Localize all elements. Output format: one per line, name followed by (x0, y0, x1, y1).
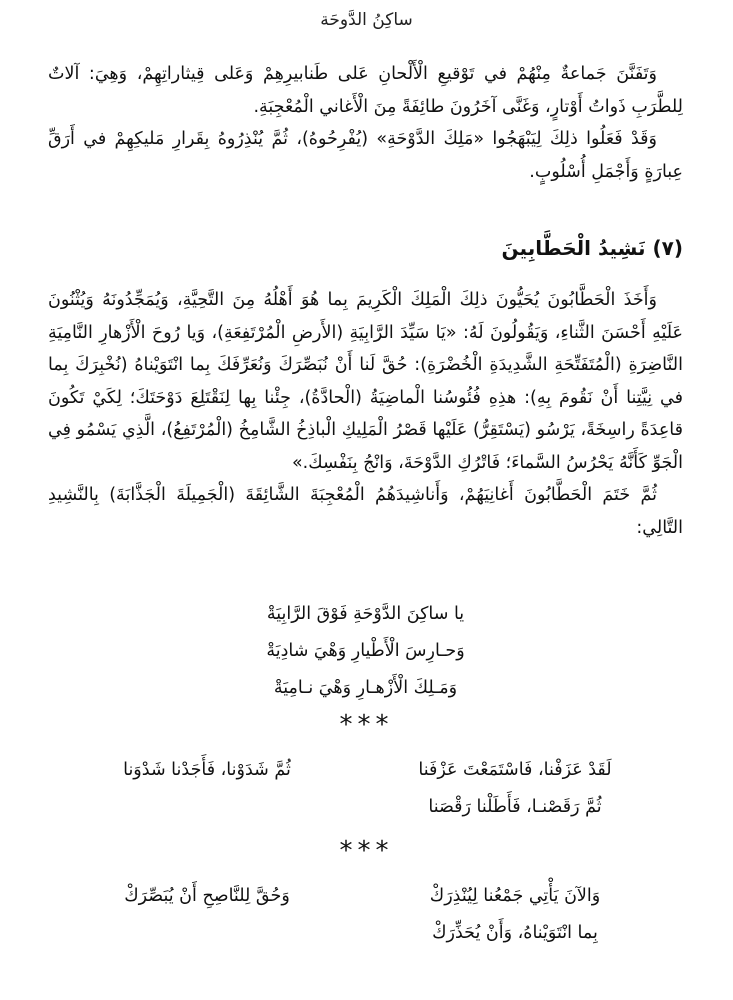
poem-stanza-2 (48, 752, 683, 826)
poem-hemistich: وَالآنَ يَأْتِي جَمْعُنا لِيُنْذِرَكْ (429, 886, 601, 906)
intro-paragraph: وَقَدْ فَعَلُوا ذلِكَ لِيَبْهَجُوا «مَلِكَ الدَّوْحَةِ» (يُفْرِحُوهُ)، ثُمَّ يُنْذِرُوهُ بِقَرارِ مَليكِهِمْ في أَرَقِّ عِبارَةٍ وَأَجْمَلِ أُسْلُوبٍ. (48, 129, 683, 182)
poem-hemistich: ثُمَّ شَدَوْنا، فَأَجَدْنا شَدْوَنا (123, 760, 291, 780)
poem-hemistich: ثُمَّ رَقَصْنـا، فَأَطَلْنا رَقْصَنا (428, 797, 602, 817)
section-separator: *** (339, 710, 394, 740)
poem-hemistich: بِما انْتَوَيْناهُ، وَأَنْ يُحَذِّرَكْ (432, 923, 598, 943)
poem-stanza-3 (48, 878, 683, 952)
section-heading: (٧) نَشِيدُ الْحَطَّابِينَ (501, 236, 683, 260)
intro-paragraph: وَتَفَنَّنَ جَماعةٌ مِنْهُمْ في تَوْقيعِ الْأَلْحانِ عَلى طَنابيرِهِمْ وَعَلى قِيثاراتِهِمْ، وَهِيَ: آلاتٌ لِلطَّرَبِ ذَواتُ أَوْتارٍ، وَغَنَّى آخَرُونَ طائِفَةً مِنَ الْأَغاني الْمُعْجِبَةِ. (48, 64, 683, 117)
body-paragraph: ثُمَّ خَتَمَ الْحَطَّابُونَ أَغانِيَهُمْ، وَأَناشِيدَهُمُ الْمُعْجِبَةَ الشَّائِقَةَ (الْجَمِيلَةَ الْجَذَّابَةَ) بِالنَّشِيدِ التَّالِي: (48, 485, 683, 538)
section-text (48, 284, 683, 544)
poem-stanza-1 (48, 596, 683, 707)
poem-line: وَحـارِسَ الْأَطْيارِ وَهْيَ شادِيَةْ (266, 641, 465, 661)
running-head: ساكِنُ الدَّوحَة (320, 10, 413, 30)
intro-text (48, 58, 683, 188)
poem-line: يا ساكِنَ الدَّوْحَةِ فَوْقَ الرَّابِيَةْ (266, 604, 465, 624)
body-paragraph: وَأَخَذَ الْحَطَّابُونَ يُحَيُّونَ ذلِكَ الْمَلِكَ الْكَرِيمَ بِما هُوَ أَهْلُهُ مِنَ التَّحِيَّةِ، وَيُمَجِّدُونَهُ وَيُثْنُونَ عَلَيْهِ أَحْسَنَ الثَّناءِ، وَيَقُولُونَ لَهُ: «يَا سَيِّدَ الرَّابِيَةِ (الأَرضِ الْمُرْتَفِعَةِ)، وَيا رُوحَ الْأَزْهارِ النَّامِيَةِ النَّاضِرَةِ (الْمُتَفَتِّحَةِ الشَّدِيدَةِ الْخُضْرَةِ): حُقَّ لَنا أَنْ نُبَصِّرَكَ وَنُعَرِّفَكَ بِما انْتَوَيْناهُ (نُخْبِرَكَ بِما في نِيَّتِنا أَنْ نَقُومَ بِهِ): هذِهِ فُئُوسُنا الْماضِيَةُ (الْحادَّةُ)، جِئْنا بِها لِنَقْتَلِعَ دَوْحَتَكَ؛ لِكَيْ تَكُونَ قاعِدَةً راسِخَةً، يَرْسُو (يَسْتَقِرُّ) عَلَيْها قَصْرُ الْمَلِيكِ الْباذِخُ الشَّامِخُ (الْمُرْتَفِعُ)، الَّذِي يَسْمُو فِي الْجَوِّ كَأَنَّهُ يَحْرُسُ السَّماءَ؛ فَاتْرُكِ الدَّوْحَةَ، وَانْجُ بِنَفْسِكَ.» (48, 290, 683, 473)
section-separator: *** (339, 836, 394, 866)
poem-hemistich: وَحُقَّ لِلنَّاصِحِ أَنْ يُبَصِّرَكْ (124, 886, 290, 906)
poem-hemistich: لَقَدْ عَزَفْنا، فَاسْتَمَعْتَ عَزْفَنا (418, 760, 612, 780)
poem-line: وَمَـلِكَ الْأَزْهـارِ وَهْيَ نـامِيَةْ (273, 678, 458, 698)
